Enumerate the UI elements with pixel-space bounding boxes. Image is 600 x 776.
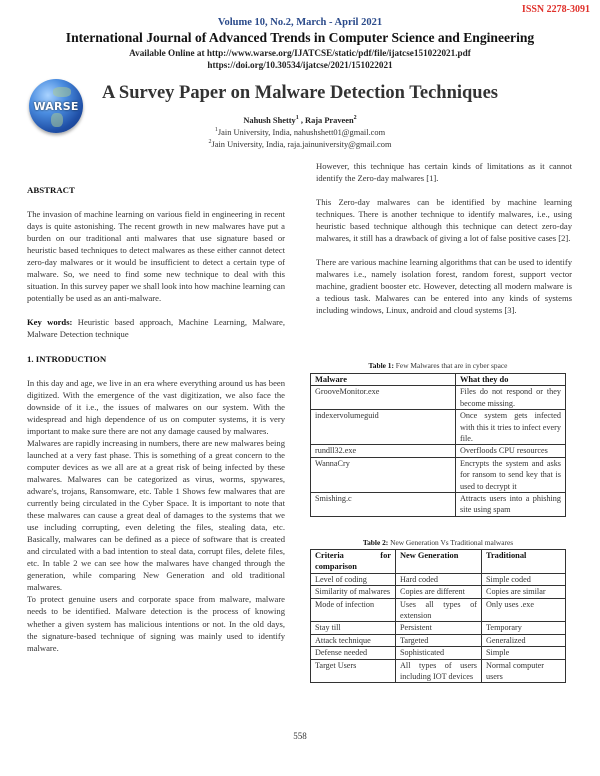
table-cell: Attack technique — [311, 634, 396, 646]
table-cell: Defense needed — [311, 647, 396, 659]
table2-caption-label: Table 2: — [362, 538, 389, 547]
table-row — [311, 573, 566, 585]
table-row — [311, 457, 566, 492]
issn-label: ISSN 2278-3091 — [521, 4, 590, 15]
table-cell: WannaCry — [311, 457, 456, 492]
table-cell: Encrypts the system and asks for ransom to send key that is used to decrypt it — [456, 457, 566, 492]
table-cell: Overfloods CPU resources — [456, 445, 566, 457]
affiliation-text: Jain University, India, raja.jainuniversity@gmail.com — [211, 140, 392, 149]
intro-paragraph: Malwares are rapidly increasing in numbers, there are new malwares being launched at a very fast phase. This is something of a great concern to the computer devices as we all are at a great risk of being infected by these malwares. Malwares can be categorized as virus, worms, spywares, adware's, trojans, Ransomware, etc. Table 1 Shows few malwares that are currently being circulated in the Cyber Space. It is important to note that these malwares can cause a great deal of damages to the systems that we use including corrupting, even deleting the files, stealing data, etc. Basically, malwares can be defined as a piece of software that is created and circulated with a bad intention to steal data, corrupt files, delete files, etc. In table 2 we can see how the malwares have changed through the generation, while comparing New Generation and old traditional malwares. — [27, 437, 285, 593]
table-cell: Attracts users into a phishing site using spam — [456, 493, 566, 517]
table-cell: Copies are similar — [482, 586, 566, 598]
table-cell: Hard coded — [396, 573, 482, 585]
logo-text: WARSE — [33, 99, 79, 113]
paper-title: A Survey Paper on Malware Detection Techniques — [101, 83, 499, 103]
table-cell: Copies are different — [396, 586, 482, 598]
column-header: New Generation — [396, 550, 482, 574]
table-cell: Simple — [482, 647, 566, 659]
column-header: Traditional — [482, 550, 566, 574]
author-mark: 2 — [353, 115, 357, 122]
column-header: Malware — [311, 374, 456, 386]
affiliation-mark: 1 — [214, 127, 218, 134]
table-cell: All types of users including IOT devices — [396, 659, 482, 683]
author-name: Raja Praveen — [305, 116, 354, 125]
table-cell: rundll32.exe — [311, 445, 456, 457]
table-cell: Simple coded — [482, 573, 566, 585]
column-header: What they do — [456, 374, 566, 386]
table-row — [311, 659, 566, 683]
volume-info: Volume 10, No.2, March - April 2021 — [217, 17, 383, 28]
left-column — [27, 184, 285, 654]
table-cell: Persistent — [396, 622, 482, 634]
table-cell: Stay till — [311, 622, 396, 634]
available-online-link[interactable]: Available Online at http://www.warse.org/IJATCSE/static/pdf/file/ijatcse151022021.pdf — [129, 48, 471, 58]
intro-paragraph: To protect genuine users and corporate space from malware, malware needs to be identified. Malware detection is the process of knowing whether a given system has malicious intentions or not. In the old days, the signature-based technique of signing was mainly used to identify malware. — [27, 594, 285, 653]
table-cell: Normal computer users — [482, 659, 566, 683]
table-cell: Target Users — [311, 659, 396, 683]
table1-caption-label: Table 1: — [368, 361, 394, 370]
affiliation-text: Jain University, India, nahushshett01@gmail.com — [217, 128, 386, 137]
table-cell: Only uses .exe — [482, 598, 566, 622]
table-row — [311, 493, 566, 517]
table-cell: Once system gets infected with this it tries to infect every file. — [456, 410, 566, 445]
body-paragraph: There are various machine learning algorithms that can be used to identify malwares i.e., namely isolation forest, random forest, support vector machine, gradient booster etc. However, detecting all modern malware is a tedious task. Malwares can be entered into any kinds of systems including windows, Linux, android and cloud systems [3]. — [316, 257, 572, 316]
comparison-table — [310, 549, 566, 683]
author-name: Nahush Shetty — [243, 116, 296, 125]
doi-link[interactable]: https://doi.org/10.30534/ijatcse/2021/151022021 — [207, 60, 393, 70]
table-cell: GrooveMonitor.exe — [311, 386, 456, 410]
table-cell: Level of coding — [311, 573, 396, 585]
table2-caption — [310, 538, 566, 547]
table-cell: Sophisticated — [396, 647, 482, 659]
table-row — [311, 586, 566, 598]
intro-paragraph: In this day and age, we live in an era where everything around us has been digitized. With the emergence of the vast digitization, we also face the downside of it i.e., the issues of malwares on our system. With the widespread and high dependence of us on computer systems, it is very important to make sure there are not any damage caused by malwares. — [27, 377, 285, 436]
table-cell: Mode of infection — [311, 598, 396, 622]
affiliation-1 — [0, 128, 600, 137]
table-cell: Smishing.c — [311, 493, 456, 517]
table-cell: Generalized — [482, 634, 566, 646]
table-cell: Similarity of malwares — [311, 586, 396, 598]
malware-table — [310, 373, 566, 517]
affiliation-2 — [0, 140, 600, 149]
table-cell: Files do not respond or they become missing. — [456, 386, 566, 410]
affiliation-mark: 2 — [208, 139, 212, 146]
keywords-text: Heuristic based approach, Machine Learning, Malware, Malware Detection technique — [27, 317, 285, 340]
table-row — [311, 622, 566, 634]
table1-caption — [310, 361, 566, 370]
body-paragraph: However, this technique has certain kinds of limitations as it cannot identify the Zero-day malwares [1]. — [316, 161, 572, 184]
table-cell: indexervolumeguid — [311, 410, 456, 445]
table-row — [311, 445, 566, 457]
right-column — [316, 160, 572, 317]
body-paragraph: This Zero-day malwares can be identified by machine learning techniques. There is another technique to identify malwares, i.e., using heuristic based technique although this technique can detect zero-day malwares, it still has a drawback of giving a lot of false positive cases [2]. — [316, 197, 572, 244]
journal-name: International Journal of Advanced Trends in Computer Science and Engineering — [65, 30, 535, 45]
table-row — [311, 634, 566, 646]
column-header: Criteria for comparison — [311, 550, 396, 574]
table-row — [311, 386, 566, 410]
table-cell: Uses all types of extension — [396, 598, 482, 622]
introduction-heading: 1. INTRODUCTION — [27, 353, 107, 364]
author-separator: , — [298, 116, 306, 125]
table2-caption-text: New Generation Vs Traditional malwares — [388, 538, 514, 547]
table-row — [311, 410, 566, 445]
table-cell: Temporary — [482, 622, 566, 634]
abstract-heading: ABSTRACT — [27, 185, 75, 195]
table-row — [311, 647, 566, 659]
author-list — [0, 116, 600, 125]
table-row — [311, 598, 566, 622]
table1-caption-text: Few Malwares that are in cyber space — [393, 361, 508, 370]
abstract-text: The invasion of machine learning on various field in engineering in recent days is quite astonishing. The recent growth in new malwares have put a burden on our traditional anti malwares that use signature based or heuristic based techniques to detect malwares as these either cannot detect zero-day malwares or it would be insufficient to detect a certain type of malware. So, we need to find some new technique to deal with this situation. In this survey paper we shall look into how machine learning can potentially be used as an anti-malware. — [27, 209, 285, 304]
keywords-label: Key words: — [27, 317, 73, 328]
table-header-row — [311, 550, 566, 574]
author-mark: 1 — [295, 115, 299, 122]
globe-land-shape — [53, 87, 71, 97]
table-cell: Targeted — [396, 634, 482, 646]
page-number: 558 — [293, 731, 307, 741]
keywords — [27, 316, 285, 340]
table-header-row — [311, 374, 566, 386]
